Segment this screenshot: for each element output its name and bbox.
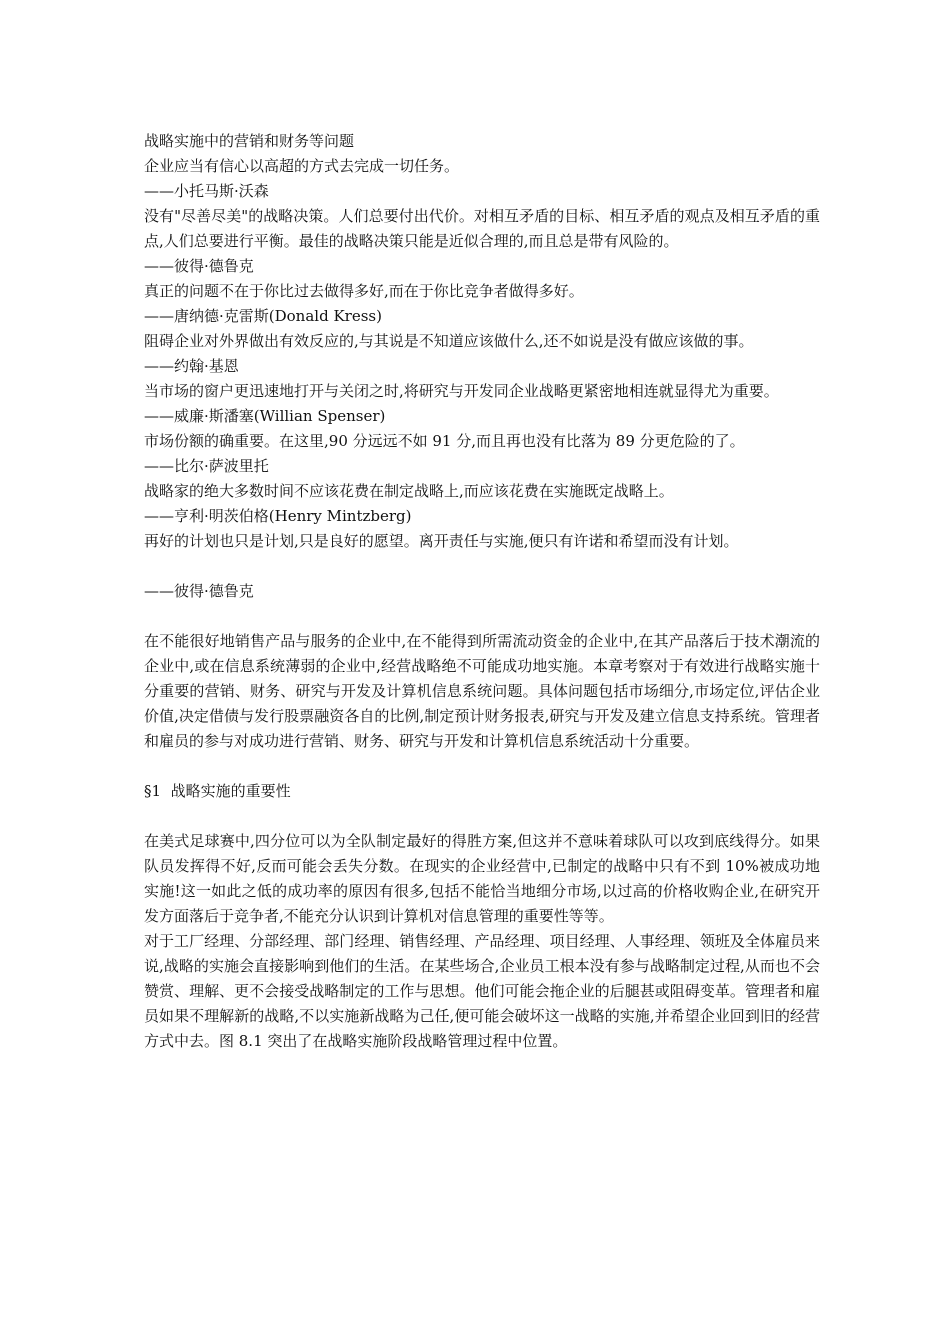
quote-text: 战略家的绝大多数时间不应该花费在制定战略上,而应该花费在实施既定战略上。 (144, 482, 674, 500)
quote-text: 真正的问题不在于你比过去做得多好,而在于你比竞争者做得多好。 (144, 282, 584, 300)
spacer (144, 754, 820, 779)
quote-author: ——小托马斯·沃森 (144, 182, 269, 200)
quote-text: 阻碍企业对外界做出有效反应的,与其说是不知道应该做什么,还不如说是没有做应该做的事。 (144, 332, 754, 350)
quote-author: ——唐纳德·克雷斯(Donald Kress) (144, 307, 382, 325)
intro-paragraph: 在不能很好地销售产品与服务的企业中,在不能得到所需流动资金的企业中,在其产品落后于技术潮流的企业中,或在信息系统薄弱的企业中,经营战略绝不可能成功地实施。本章考察对于有效进行战略实施十分重要的营销、财务、研究与开发及计算机信息系统问题。具体问题包括市场细分,市场定位,评估企业价值,决定借债与发行股票融资各自的比例,制定预计财务报表,研究与开发及建立信息支持系统。管理者和雇员的参与对成功进行营销、财务、研究与开发和计算机信息系统活动十分重要。 (144, 632, 820, 750)
body-paragraph: 在美式足球赛中,四分位可以为全队制定最好的得胜方案,但这并不意味着球队可以攻到底线得分。如果队员发挥得不好,反而可能会丢失分数。在现实的企业经营中,已制定的战略中只有不到 10%被成功地实施!这一如此之低的成功率的原因有很多,包括不能恰当地细分市场,以过高的价格收购企业,在研究开发方面落后于竞争者,不能充分认识到计算机对信息管理的重要性等等。 (144, 832, 820, 925)
quote-text: 再好的计划也只是计划,只是良好的愿望。离开责任与实施,便只有许诺和希望而没有计划。 (144, 532, 739, 550)
quote-text: 企业应当有信心以高超的方式去完成一切任务。 (144, 157, 460, 175)
document-title: 战略实施中的营销和财务等问题 (144, 132, 355, 150)
quote-author: ——彼得·德鲁克 (144, 257, 254, 275)
spacer (144, 554, 820, 579)
quote-text: 当市场的窗户更迅速地打开与关闭之时,将研究与开发同企业战略更紧密地相连就显得尤为重要。 (144, 382, 779, 400)
quote-author: ——彼得·德鲁克 (144, 582, 254, 600)
spacer (144, 604, 820, 629)
document-page (144, 129, 820, 1054)
quote-author: ——约翰·基恩 (144, 357, 239, 375)
section-heading: §1 战略实施的重要性 (144, 782, 291, 800)
body-paragraph: 对于工厂经理、分部经理、部门经理、销售经理、产品经理、项目经理、人事经理、领班及全体雇员来说,战略的实施会直接影响到他们的生活。在某些场合,企业员工根本没有参与战略制定过程,从而也不会赞赏、理解、更不会接受战略制定的工作与思想。他们可能会拖企业的后腿甚或阻碍变革。管理者和雇员如果不理解新的战略,不以实施新战略为己任,便可能会破坏这一战略的实施,并希望企业回到旧的经营方式中去。图 8.1 突出了在战略实施阶段战略管理过程中位置。 (144, 932, 820, 1050)
quote-author: ——比尔·萨波里托 (144, 457, 269, 475)
quote-author: ——亨利·明茨伯格(Henry Mintzberg) (144, 507, 412, 525)
quote-text: 市场份额的确重要。在这里,90 分远远不如 91 分,而且再也没有比落为 89 分更危险的了。 (144, 432, 745, 450)
quote-text: 没有"尽善尽美"的战略决策。人们总要付出代价。对相互矛盾的目标、相互矛盾的观点及相互矛盾的重点,人们总要进行平衡。最佳的战略决策只能是近似合理的,而且总是带有风险的。 (144, 207, 820, 250)
quote-author: ——威廉·斯潘塞(Willian Spenser) (144, 407, 386, 425)
spacer (144, 804, 820, 829)
